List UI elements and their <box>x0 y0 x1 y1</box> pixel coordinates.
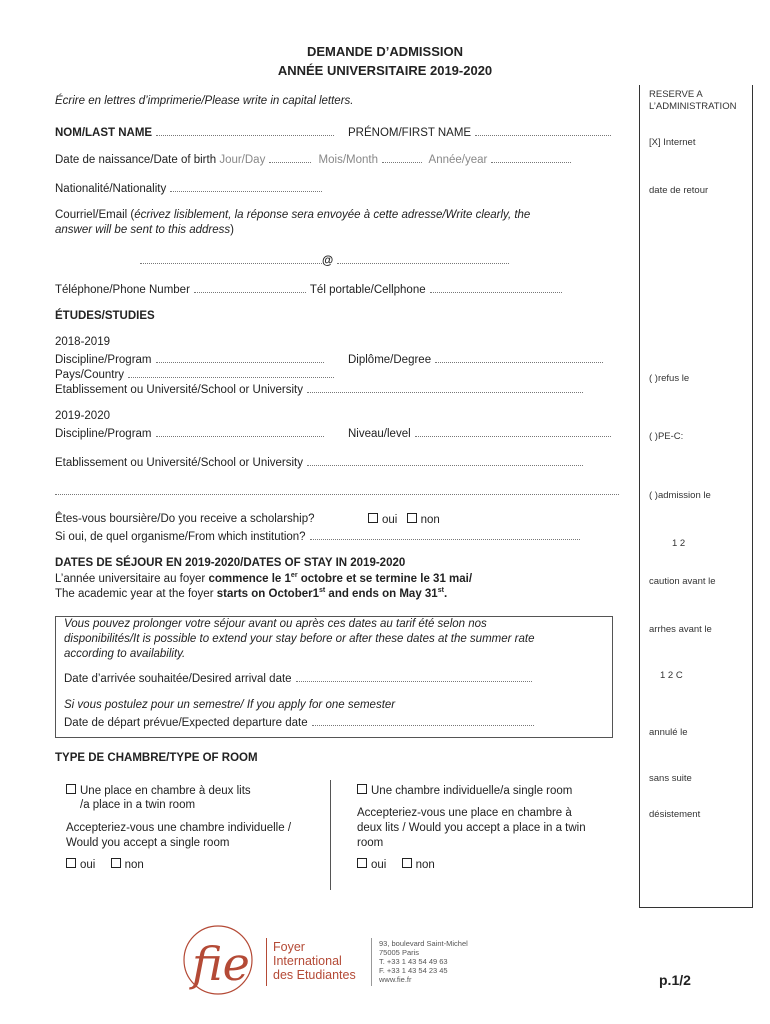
stay-en-period: . <box>443 588 448 600</box>
scholarship-row <box>55 513 315 525</box>
departure-field[interactable] <box>312 714 534 726</box>
single-q3: room <box>357 837 384 849</box>
stay-en-start: starts on October1 <box>216 588 319 600</box>
country-row <box>55 366 338 381</box>
extend-text-3: according to availability. <box>64 648 186 660</box>
phone-row <box>55 281 566 296</box>
logo-divider <box>266 938 267 986</box>
room-divider <box>330 780 331 890</box>
single-yes-checkbox[interactable] <box>357 858 367 868</box>
stay-en-line <box>55 587 447 600</box>
phone-field[interactable] <box>194 281 306 293</box>
twin-option <box>66 784 251 797</box>
dob-row <box>55 151 575 166</box>
semester-text: Si vous postulez pour un semestre/ If you apply for one semester <box>64 699 396 711</box>
stay-en-sup2: st <box>437 587 444 594</box>
scholarship-no-label: non <box>420 514 440 526</box>
cell-label: Tél portable/Cellphone <box>309 284 426 296</box>
studies-heading: ÉTUDES/STUDIES <box>55 310 155 322</box>
addr-line-3: T. +33 1 43 54 49 63 <box>379 957 448 966</box>
addr-line-4: F. +33 1 43 54 23 45 <box>379 966 448 975</box>
twin-no-checkbox[interactable] <box>111 858 121 868</box>
cell-field[interactable] <box>430 281 562 293</box>
departure-label: Date de départ prévue/Expected departure date <box>64 717 308 729</box>
admin-title-2: L’ADMINISTRATION <box>649 101 737 112</box>
org-field[interactable] <box>310 528 580 540</box>
school-row-1 <box>55 381 587 396</box>
school-label: Etablissement ou Université/School or University <box>55 384 303 396</box>
arrival-field[interactable] <box>296 670 532 682</box>
instruction-text: Écrire en lettres d’imprimerie/Please write in capital letters. <box>55 95 354 107</box>
twin-answer <box>66 858 144 871</box>
stay-fr-pre: L’année universitaire au foyer <box>55 573 206 585</box>
org-name-3: des Etudiantes <box>273 968 356 982</box>
firstname-row <box>348 124 615 139</box>
scholarship-yes-checkbox[interactable] <box>368 513 378 523</box>
admin-date-retour: date de retour <box>649 185 709 196</box>
stay-en-pre: The academic year at the foyer <box>55 588 214 600</box>
admin-internet: [X] Internet <box>649 137 696 148</box>
extra-line[interactable] <box>55 483 619 498</box>
school-field-1[interactable] <box>307 381 583 393</box>
year1-label: 2018-2019 <box>55 336 110 348</box>
twin-label: Une place en chambre à deux lits <box>80 785 251 797</box>
country-field[interactable] <box>128 366 334 378</box>
dob-year-label: Année/year <box>428 154 488 166</box>
level-label: Niveau/level <box>348 428 411 440</box>
org-question: Si oui, de quel organisme/From which institution? <box>55 531 306 543</box>
email-label: Courriel/Email ( <box>55 209 135 221</box>
fie-logo <box>178 918 260 1000</box>
at-sign: @ <box>322 255 334 267</box>
logo-mark: fie <box>192 937 250 991</box>
admin-annule: annulé le <box>649 727 688 738</box>
twin-q2: Would you accept a single room <box>66 837 230 849</box>
email-domain-field[interactable] <box>337 252 509 264</box>
twin-no-label: non <box>124 859 144 871</box>
admin-pec: ( )PE-C: <box>649 431 684 442</box>
scholarship-no-checkbox[interactable] <box>407 513 417 523</box>
extend-text-2: disponibilités/It is possible to extend your stay before or after these dates at the summer rate <box>64 633 535 645</box>
phone-label: Téléphone/Phone Number <box>55 284 190 296</box>
lastname-label: NOM/LAST NAME <box>55 127 153 139</box>
arrival-row <box>64 670 536 685</box>
fie-logo-graphic <box>178 918 260 1000</box>
single-option <box>357 784 572 797</box>
stay-fr-end: octobre et se termine le 31 mai/ <box>300 573 473 585</box>
discipline-field-2[interactable] <box>156 425 324 437</box>
admin-admission: ( )admission le <box>649 490 711 501</box>
admin-column <box>639 85 753 908</box>
departure-row <box>64 714 538 729</box>
addr-line-1: 93, boulevard Saint-Michel <box>379 939 468 948</box>
lastname-field[interactable] <box>156 124 334 136</box>
discipline-row-2 <box>55 425 328 440</box>
form-subtitle: ANNÉE UNIVERSITAIRE 2019-2020 <box>277 63 493 78</box>
admin-caution: caution avant le <box>649 576 716 587</box>
nationality-label: Nationalité/Nationality <box>55 183 167 195</box>
level-field[interactable] <box>415 425 611 437</box>
admin-desistement: désistement <box>649 809 701 820</box>
firstname-label: PRÉNOM/FIRST NAME <box>348 127 472 139</box>
email-note: écrivez lisiblement, la réponse sera envoyée à cette adresse/Write clearly, the <box>134 209 531 221</box>
addr-divider <box>371 938 372 986</box>
stay-fr-start: commence le 1 <box>208 573 291 585</box>
twin-label-2: /a place in a twin room <box>80 799 196 811</box>
stay-fr-line <box>55 572 472 585</box>
discipline-label-2: Discipline/Program <box>55 428 152 440</box>
single-checkbox[interactable] <box>357 784 367 794</box>
country-label: Pays/Country <box>55 369 125 381</box>
extend-text-1: Vous pouvez prolonger votre séjour avant ou après ces dates au tarif été selon nos <box>64 618 487 630</box>
single-no-checkbox[interactable] <box>402 858 412 868</box>
single-q2: deux lits / Would you accept a place in a twin <box>357 822 586 834</box>
twin-yes-checkbox[interactable] <box>66 858 76 868</box>
twin-yes-label: oui <box>80 859 96 871</box>
school-field-2[interactable] <box>307 454 583 466</box>
admin-refus: ( )refus le <box>649 373 690 384</box>
discipline-field-1[interactable] <box>156 351 324 363</box>
lastname-row <box>55 124 338 139</box>
dob-day-label: Jour/Day <box>219 154 266 166</box>
email-note-2: answer will be sent to this address <box>55 224 231 236</box>
admin-one-two: 1 2 <box>672 538 686 549</box>
org-row <box>55 528 584 543</box>
discipline-label: Discipline/Program <box>55 354 152 366</box>
addr-line-5: www.fie.fr <box>379 975 412 984</box>
dob-day-field[interactable] <box>269 151 311 163</box>
stay-heading: DATES DE SÉJOUR EN 2019-2020/DATES OF STAY IN 2019-2020 <box>55 557 406 569</box>
extra-field[interactable] <box>55 483 619 495</box>
email-local-field[interactable] <box>140 252 322 264</box>
scholarship-question: Êtes-vous boursière/Do you receive a scholarship? <box>55 513 315 525</box>
admin-arrhes: arrhes avant le <box>649 624 712 635</box>
discipline-row-1 <box>55 351 328 366</box>
single-q1: Accepteriez-vous une place en chambre à <box>357 807 572 819</box>
single-yes-label: oui <box>371 859 387 871</box>
room-heading: TYPE DE CHAMBRE/TYPE OF ROOM <box>55 752 258 764</box>
arrival-label: Date d’arrivée souhaitée/Desired arrival date <box>64 673 292 685</box>
twin-q1: Accepteriez-vous une chambre individuelle / <box>66 822 292 834</box>
diploma-label: Diplôme/Degree <box>348 354 432 366</box>
dob-year-field[interactable] <box>491 151 571 163</box>
form-title: DEMANDE D’ADMISSION <box>306 44 463 59</box>
email-row <box>55 209 530 221</box>
school-label-2: Etablissement ou Université/School or University <box>55 457 303 469</box>
scholarship-options <box>368 513 440 526</box>
school-row-2 <box>55 454 587 469</box>
level-row <box>348 425 615 440</box>
diploma-row <box>348 351 607 366</box>
dob-label: Date de naissance/Date of birth <box>55 154 217 166</box>
dob-month-field[interactable] <box>382 151 422 163</box>
page-number: p.1/2 <box>659 972 691 988</box>
addr-line-2: 75005 Paris <box>379 948 420 957</box>
stay-en-end: and ends on May 31 <box>328 588 438 600</box>
single-no-label: non <box>415 859 435 871</box>
email-field[interactable] <box>140 252 513 267</box>
org-name-2: International <box>273 954 342 968</box>
twin-checkbox[interactable] <box>66 784 76 794</box>
single-label: Une chambre individuelle/a single room <box>371 785 573 797</box>
scholarship-yes-label: oui <box>382 514 398 526</box>
stay-fr-sup: er <box>290 572 298 579</box>
dob-month-label: Mois/Month <box>318 154 378 166</box>
email-row-2 <box>55 224 234 236</box>
nationality-field[interactable] <box>170 180 322 192</box>
admin-title-1: RESERVE A <box>649 89 703 100</box>
nationality-row <box>55 180 326 195</box>
year2-label: 2019-2020 <box>55 410 110 422</box>
diploma-field[interactable] <box>435 351 603 363</box>
admin-one-two-c: 1 2 C <box>660 670 683 681</box>
stay-en-sup: st <box>318 587 326 594</box>
single-answer <box>357 858 435 871</box>
firstname-field[interactable] <box>475 124 611 136</box>
email-close: ) <box>230 224 234 236</box>
admin-sans-suite: sans suite <box>649 773 692 784</box>
org-name-1: Foyer <box>273 940 305 954</box>
